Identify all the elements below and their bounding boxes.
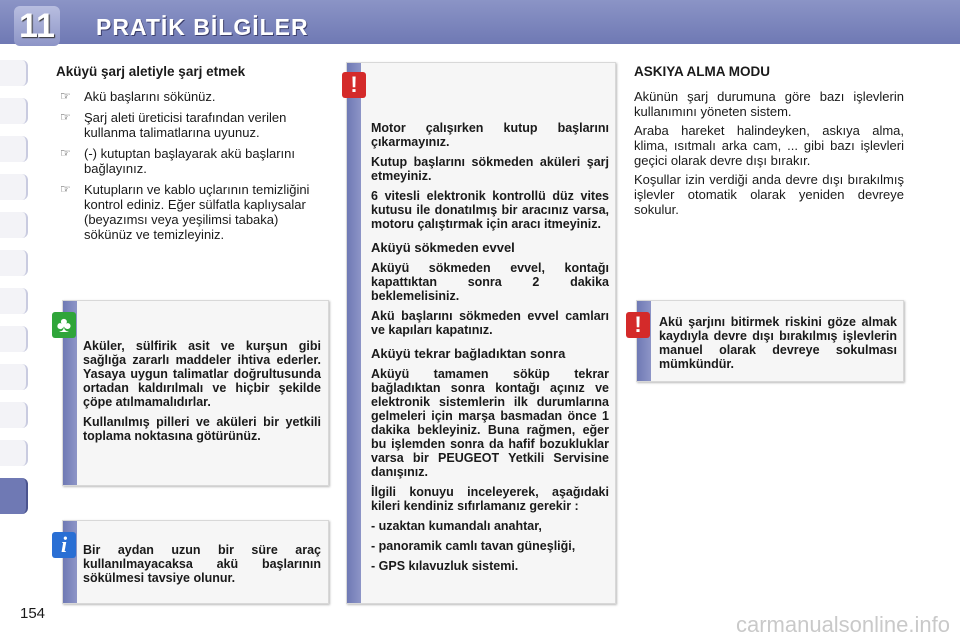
warning-note-text [371,121,609,579]
section-heading: ASKIYA ALMA MODU [634,64,771,79]
warning-note-text: Akü şarjını bitirmek riskini göze almak kaydıyla devre dışı bırakılmış işlevlerin manuel olarak devreye sokulması mümkündür. [659,315,897,371]
warning-paragraph: Motor çalışırken kutup başlarını çıkarmayınız. [371,121,609,149]
warning-paragraph: Akü başlarını sökmeden evvel camları ve kapıları kapatınız. [371,309,609,337]
list-item: - panoramik camlı tavan güneşliği, [371,539,576,553]
exclamation-icon: ! [342,72,366,98]
exclamation-icon: ! [626,312,650,338]
info-note-box [62,520,329,604]
chapter-tab[interactable] [0,402,28,428]
subsection-title: Aküyü tekrar bağladıktan sonra [371,346,566,361]
chapter-tab[interactable] [0,440,28,466]
hand-pointer-icon: ☞ [60,110,71,124]
bullet-text: (-) kutuptan başlayarak akü başlarını bağlayınız. [84,146,295,176]
warning-note-box [346,62,616,604]
bullet-item [56,146,326,176]
watermark: carmanualsonline.info [735,612,950,637]
page-title: PRATİK BİLGİLER [96,14,309,40]
tree-icon: ♣ [52,312,76,338]
bullet-text: Kutupların ve kablo uçlarının temizliğini kontrol ediniz. Eğer sülfatla kaplıysalar (beyazımsı veya yeşilimsi tabaka) sökünüz ve temizleyiniz. [84,182,310,242]
bullet-item [56,89,326,104]
warning-paragraph: Kutup başlarını sökmeden aküleri şarj etmeyiniz. [371,155,609,183]
section-heading: Aküyü şarj aletiyle şarj etmek [56,64,246,79]
right-column [634,64,904,221]
warning-paragraph: Aküyü tamamen söküp tekrar bağladıktan sonra kontağı açınız ve elektronik sistemlerin ilk durumlarına gelmeleri için marşa basmadan önce 1 dakika bekleyiniz. Buna rağmen, eğer bu işlemden sonra da hafif bozukluklar varsa bir PEUGEOT Yetkili Servisine danışınız. [371,367,609,479]
info-icon: i [52,532,76,558]
chapter-tab-active[interactable] [0,478,28,514]
list-item: - uzaktan kumandalı anahtar, [371,519,542,533]
warning-paragraph: Aküyü sökmeden evvel, kontağı kapattıktan sonra 2 dakika beklemelisiniz. [371,261,609,303]
left-column [56,64,326,248]
warning-note-box-right [636,300,904,382]
chapter-tab[interactable] [0,364,28,390]
eco-note-box [62,300,329,486]
hand-pointer-icon: ☞ [60,146,71,160]
hand-pointer-icon: ☞ [60,89,71,103]
page-header [0,0,960,44]
eco-note-text [83,339,321,449]
hand-pointer-icon: ☞ [60,182,71,196]
chapter-tab[interactable] [0,288,28,314]
box-accent-bar [347,63,361,603]
chapter-tab[interactable] [0,326,28,352]
reset-list [371,519,609,573]
bullet-item [56,182,326,242]
chapter-tab[interactable] [0,136,28,162]
page-number: 154 [20,605,46,622]
chapter-tab[interactable] [0,250,28,276]
list-item: - GPS kılavuzluk sistemi. [371,559,519,573]
chapter-tab[interactable] [0,60,28,86]
eco-paragraph: Kullanılmış pilleri ve aküleri bir yetkili toplama noktasına götürünüz. [83,415,321,443]
right-paragraph: Araba hareket halindeyken, askıya alma, klima, ısıtmalı arka cam, ... gibi bazı işlevleri geçici olarak devre dışı bırakır. [634,123,904,168]
subsection-title: Aküyü sökmeden evvel [371,240,515,255]
bullet-item [56,110,326,140]
bullet-text: Şarj aleti üreticisi tarafından verilen kullanma talimatlarına uyunuz. [84,110,287,140]
chapter-number: 11 [14,6,60,46]
bullet-text: Akü başlarını sökünüz. [84,89,216,104]
chapter-tab[interactable] [0,98,28,124]
eco-paragraph: Aküler, sülfirik asit ve kurşun gibi sağlığa zararlı maddeler ihtiva ederler. Yasaya uygun talimatlar doğrultusunda ortadan kaldırılmalı ve hiçbir şekilde çöpe atılmamalıdırlar. [83,339,321,409]
warning-paragraph: 6 vitesli elektronik kontrollü düz vites kutusu ile donatılmış bir aracınız varsa, motoru çalıştırmak için aracı itmeyiniz. [371,189,609,231]
right-paragraph: Koşullar izin verdiği anda devre dışı bırakılmış işlevler otomatik olarak yeniden devreye sokulur. [634,172,904,217]
chapter-tab[interactable] [0,174,28,200]
info-note-text: Bir aydan uzun bir süre araç kullanılmayacaksa akü başlarının sökülmesi tavsiye olunur. [83,543,321,585]
warning-paragraph: İlgili konuyu inceleyerek, aşağıdaki kileri kendiniz sıfırlamanız gerekir : [371,485,609,513]
chapter-tab[interactable] [0,212,28,238]
right-paragraph: Akünün şarj durumuna göre bazı işlevlerin kullanımını yöneten sistem. [634,89,904,119]
